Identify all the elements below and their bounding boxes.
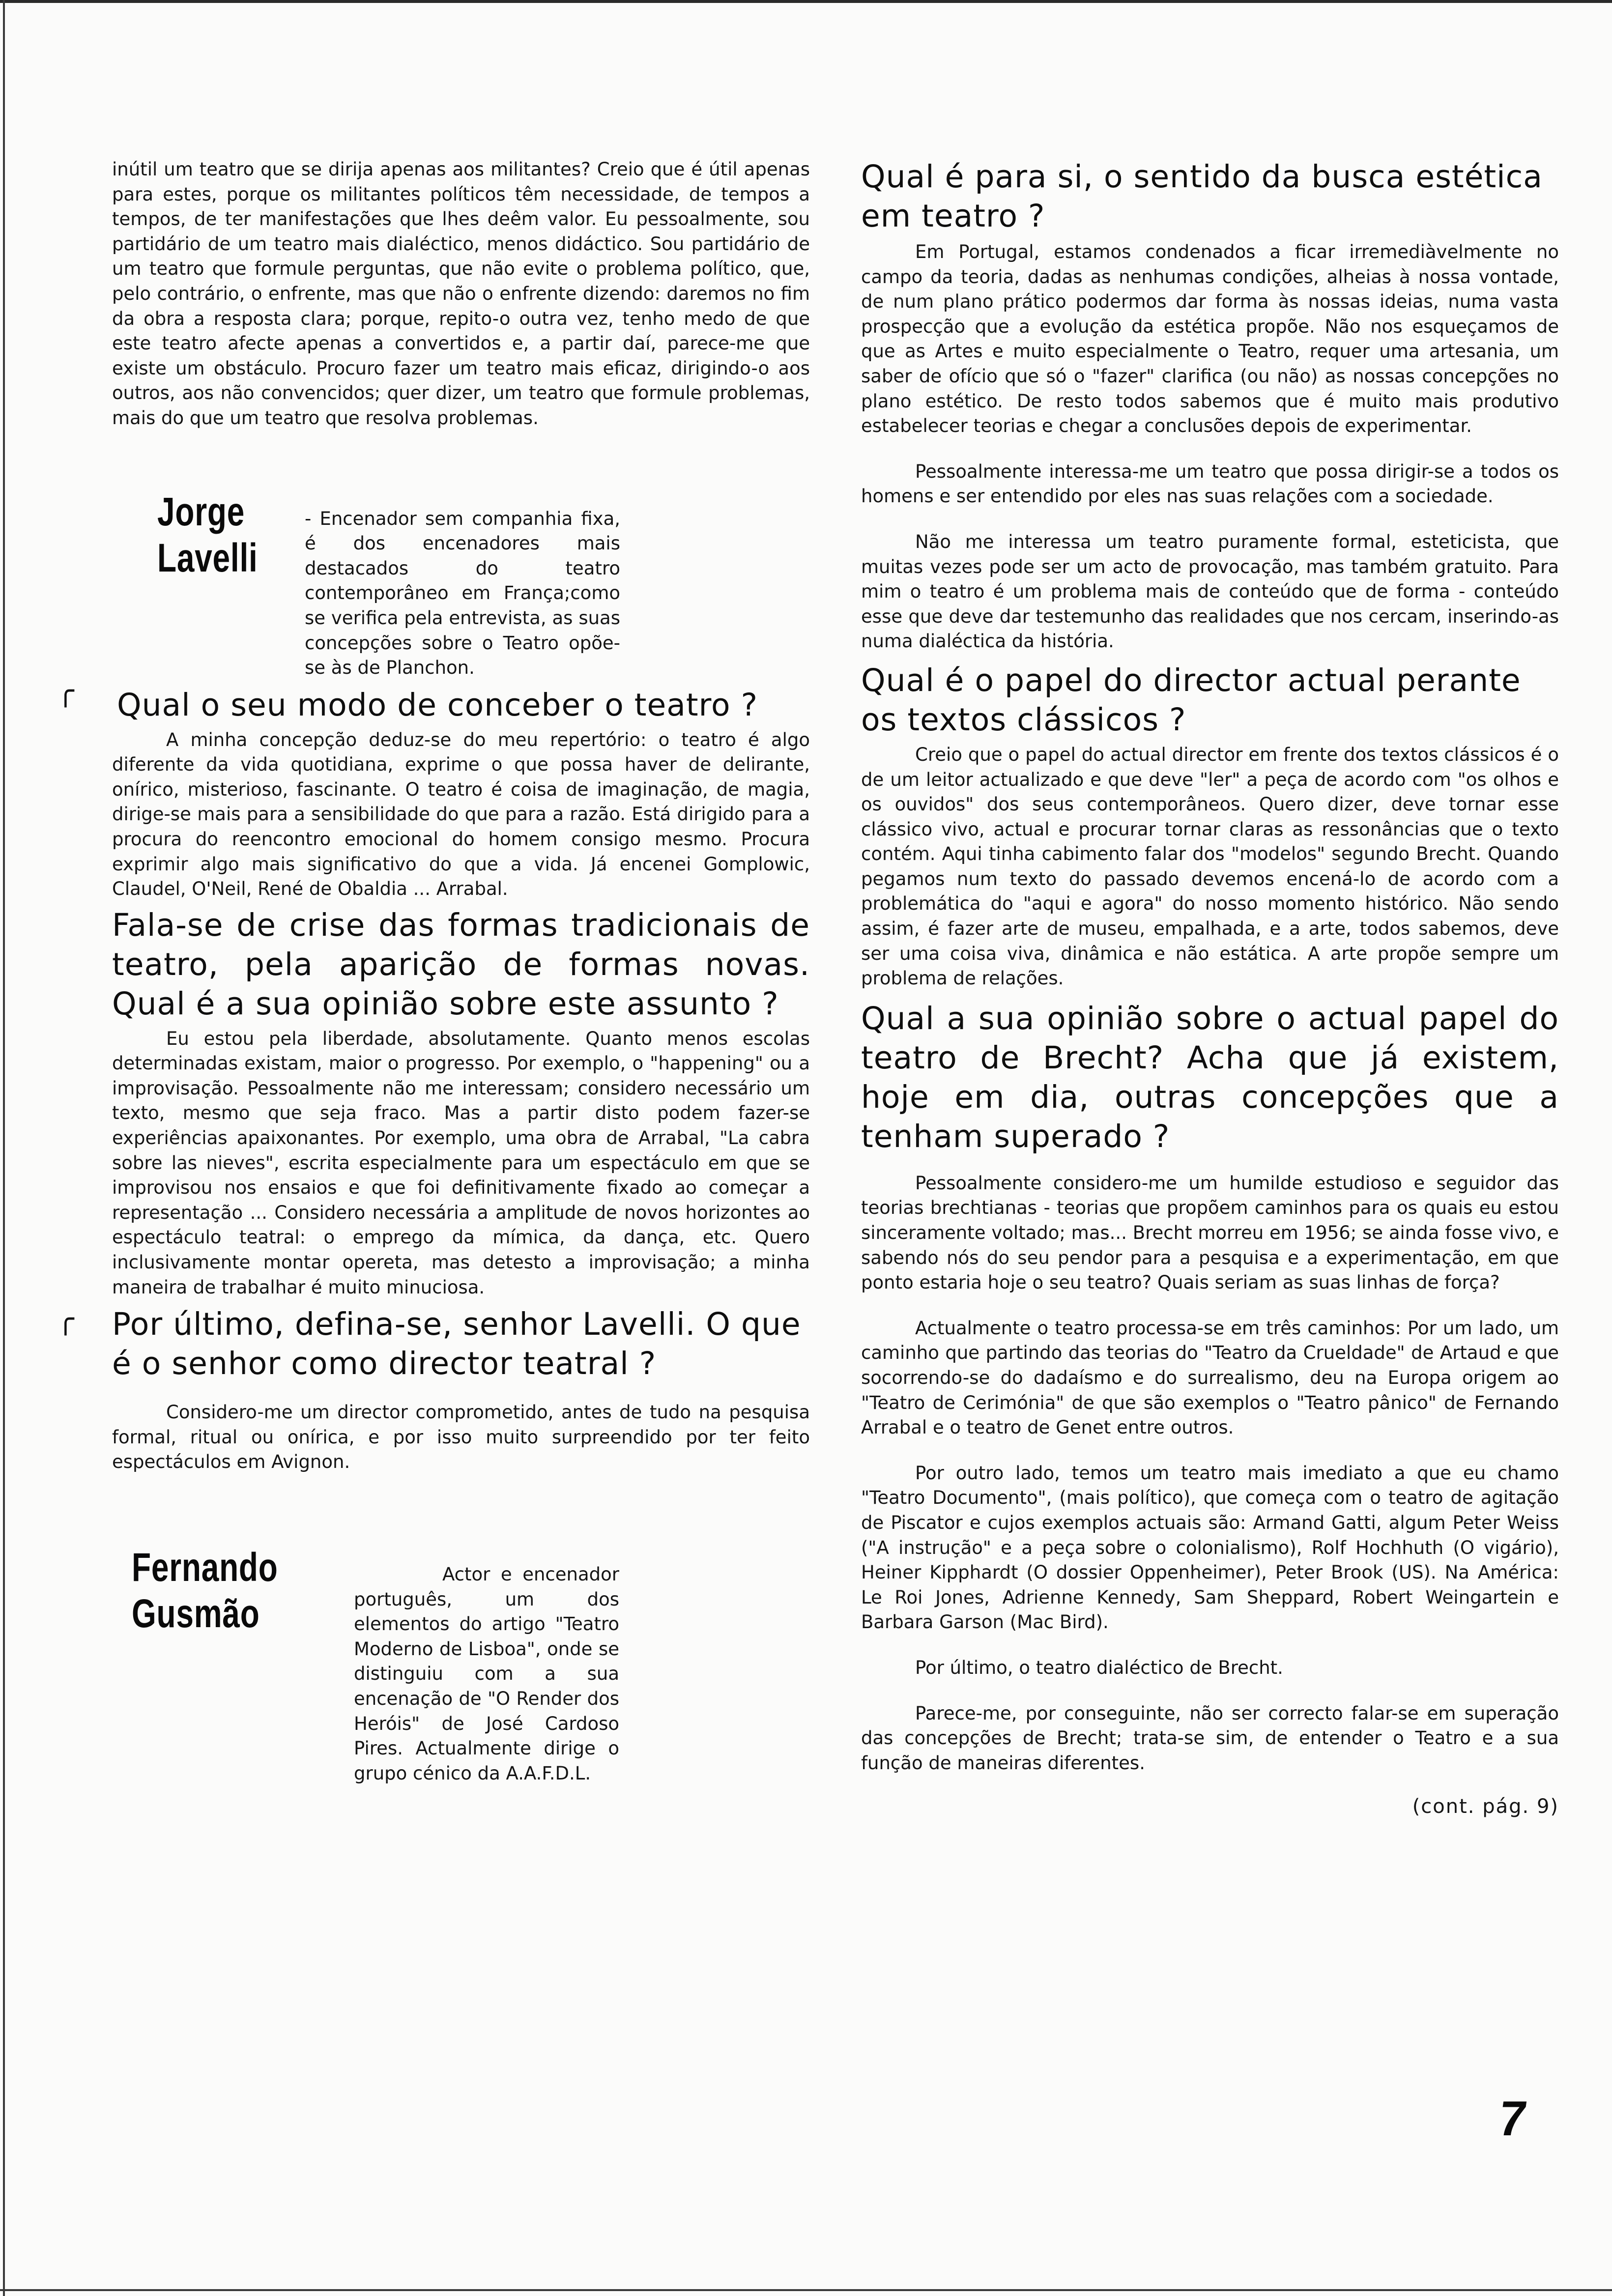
answer-paragraph: Por último, o teatro dialéctico de Brecht. xyxy=(915,1657,1283,1678)
profile-name: Fernando Gusmão xyxy=(132,1545,278,1636)
answer-paragraph: Considero-me um director comprometido, antes de tudo na pesquisa formal, ritual ou onírica, e por isso muito surpreendido por ter feito espectáculos em Avignon. xyxy=(112,1402,810,1473)
top-border-line xyxy=(0,0,1612,3)
answer-paragraph: Em Portugal, estamos condenados a ficar irremediàvelmente no campo da teoria, dadas as nenhumas condições, alheias à nossa vontade, de num plano prático podermos dar forma às nossas ideias, numa vasta prospecção que a evolução da estética propõe. Não nos esqueçamos de que as Artes e muito especialmente o Teatro, requer uma artesania, um saber de ofício que só o "fazer" clarifica (ou não) as nossas concepções no plano estético. De resto todos sabemos que é muito mais produtivo estabelecer teorias e chegar a conclusões depois de experimentar. xyxy=(861,241,1559,437)
answer-paragraph: Por outro lado, temos um teatro mais imediato a que eu chamo "Teatro Documento", (mais político), que começa com o teatro de agitação de Piscator e cujos exemplos actuais são: Armand Gatti, algum Peter Weiss ("A instrução" e a peça sobre o colonialismo), Rolf Hochhuth (O vigário), Heiner Kipphardt (O dossier Oppenheimer), Peter Brook (US). Na América: Le Roi Jones, Adrienne Kennedy, Sam Sheppard, Robert Weingartein e Barbara Garson (Mac Bird). xyxy=(861,1462,1559,1633)
continuation-note: (cont. pág. 9) xyxy=(1412,1795,1559,1818)
profile-bio: - Encenador sem companhia fixa, é dos encenadores mais destacados do teatro contemporâneo em França;como se verifica pela entrevista, as suas concepções sobre o Teatro opõe-se às de Planchon. xyxy=(305,508,620,679)
answer-paragraph: Pessoalmente interessa-me um teatro que possa dirigir-se a todos os homens e ser entendido por eles nas suas relações com a sociedade. xyxy=(861,460,1559,507)
left-border-line xyxy=(3,0,5,2296)
margin-mark-icon: ╭ xyxy=(57,1301,74,1335)
answer-paragraph: Pessoalmente considero-me um humilde estudioso e seguidor das teorias brechtianas - teorias que propõem caminhos para os quais eu estou sinceramente voltado; mas... Brecht morreu em 1956; se ainda fosse vivo, e sabendo nós do seu pendor para a pesquisa e a experimentação, em que ponto estaria hoje o seu teatro? Quais seriam as suas linhas de força? xyxy=(861,1172,1559,1293)
question-heading: Fala-se de crise das formas tradicionais de teatro, pela aparição de formas novas. Qual é a sua opinião sobre este assunto ? xyxy=(112,907,810,1022)
answer-paragraph: A minha concepção deduz-se do meu repertório: o teatro é algo diferente da vida quotidiana, exprime o que possa haver de delirante, onírico, misterioso, fascinante. O teatro é coisa de imaginação, de magia, dirige-se mais para a sensibilidade do que para a razão. Está dirigido para a procura do reencontro emocional do homem consigo mesmo. Procura exprimir algo mais significativo do que a vida. Já encenei Gomplowic, Claudel, O'Neil, René de Obaldia ... Arrabal. xyxy=(112,729,810,900)
answer-paragraph: Creio que o papel do actual director em frente dos textos clássicos é o de um leitor actualizado e que deve "ler" a peça de acordo com "os olhos e os ouvidos" dos seus contemporâneos. Quero dizer, deve tornar esse clássico vivo, actual e procurar tornar claras as ressonâncias que o texto contém. Aqui tinha cabimento falar dos "modelos" segundo Brecht. Quando pegamos num texto do passado devemos encená-lo de acordo com a problemática do "aqui e agora" do nosso momento histórico. Não sendo assim, é fazer arte de museu, empalhada, e a arte, todos sabemos, deve ser uma coisa viva, dinâmica e não estática. A arte propõe sempre um problema de relações. xyxy=(861,744,1559,989)
right-column xyxy=(861,157,1559,1818)
question-heading: Qual é para si, o sentido da busca estética em teatro ? xyxy=(861,159,1543,234)
profile-jorge-lavelli xyxy=(112,489,810,679)
left-column xyxy=(57,157,810,1784)
profile-bio: Actor e encenador português, um dos elementos do artigo "Teatro Moderno de Lisboa", onde se distinguiu com a sua encenação de "O Render dos Heróis" de José Cardoso Pires. Actualmente dirige o grupo cénico da A.A.F.D.L. xyxy=(354,1564,619,1784)
question-heading: Qual a sua opinião sobre o actual papel do teatro de Brecht? Acha que já existem, hoje em dia, outras concepções que a tenham superado ? xyxy=(861,1000,1559,1154)
profile-fernando-gusmao xyxy=(112,1545,810,1784)
answer-paragraph: Parece-me, por conseguinte, não ser correcto falar-se em superação das concepções de Brecht; trata-se sim, de entender o Teatro e a sua função de maneiras diferentes. xyxy=(861,1702,1559,1774)
answer-paragraph: Não me interessa um teatro puramente formal, esteticista, que muitas vezes pode ser um acto de provocação, mas também gratuito. Para mim o teatro é um problema mais de conteúdo que de forma - conteúdo esse que deve dar testemunho das realidades que nos cercam, inserindo-as numa dialéctica da história. xyxy=(861,531,1559,652)
question-heading: Qual o seu modo de conceber o teatro ? xyxy=(117,687,758,723)
page-number: 7 xyxy=(1495,2091,1530,2146)
margin-mark-icon: ╭ xyxy=(57,673,74,707)
bottom-border-line xyxy=(0,2289,1612,2291)
profile-name: Jorge Lavelli xyxy=(157,489,258,580)
question-heading: Qual é o papel do director actual perante os textos clássicos ? xyxy=(861,662,1521,738)
answer-paragraph: Actualmente o teatro processa-se em três caminhos: Por um lado, um caminho que partindo das teorias do "Teatro da Crueldade" de Artaud e que socorrendo-se do dadaísmo e do surrealismo, deu na Europa origem ao "Teatro de Cerimónia" de que são exemplos o "Teatro pânico" de Fernando Arrabal e o teatro de Genet entre outros. xyxy=(861,1317,1559,1438)
intro-paragraph: inútil um teatro que se dirija apenas aos militantes? Creio que é útil apenas para estes, porque os militantes políticos têm necessidade, de tempos a tempos, de ter manifestações que lhes deêm valor. Eu pessoalmente, sou partidário de um teatro mais dialéctico, menos didáctico. Sou partidário de um teatro que formule perguntas, que não evite o problema político, que, pelo contrário, o enfrente, mas que não o enfrente dizendo: daremos no fim da obra a resposta clara; porque, repito-o outra vez, tenho medo de que este teatro afecte apenas a convertidos e, a partir daí, parece-me que existe um obstáculo. Procuro fazer um teatro mais eficaz, dirigindo-o aos outros, aos não convencidos; quer dizer, um teatro que formule problemas, mais do que um teatro que resolva problemas. xyxy=(112,159,810,429)
answer-paragraph: Eu estou pela liberdade, absolutamente. Quanto menos escolas determinadas existam, maior o progresso. Por exemplo, o "happening" ou a improvisação. Pessoalmente não me interessam; considero necessário um texto, mesmo que seja fraco. Mas a partir disto podem fazer-se experiências apaixonantes. Por exemplo, uma obra de Arrabal, "La cabra sobre las nieves", escrita especialmente para um espectáculo em que se improvisou nos ensaios e que foi definitivamente fixado ao começar a representação ... Considero necessária a amplitude de novos horizontes ao espectáculo teatral: o emprego da mímica, da dança, etc. Quero inclusivamente montar opereta, mas detesto a improvisação; a minha maneira de trabalhar é muito minuciosa. xyxy=(112,1028,810,1298)
question-heading: Por último, defina-se, senhor Lavelli. O que é o senhor como director teatral ? xyxy=(112,1306,801,1382)
